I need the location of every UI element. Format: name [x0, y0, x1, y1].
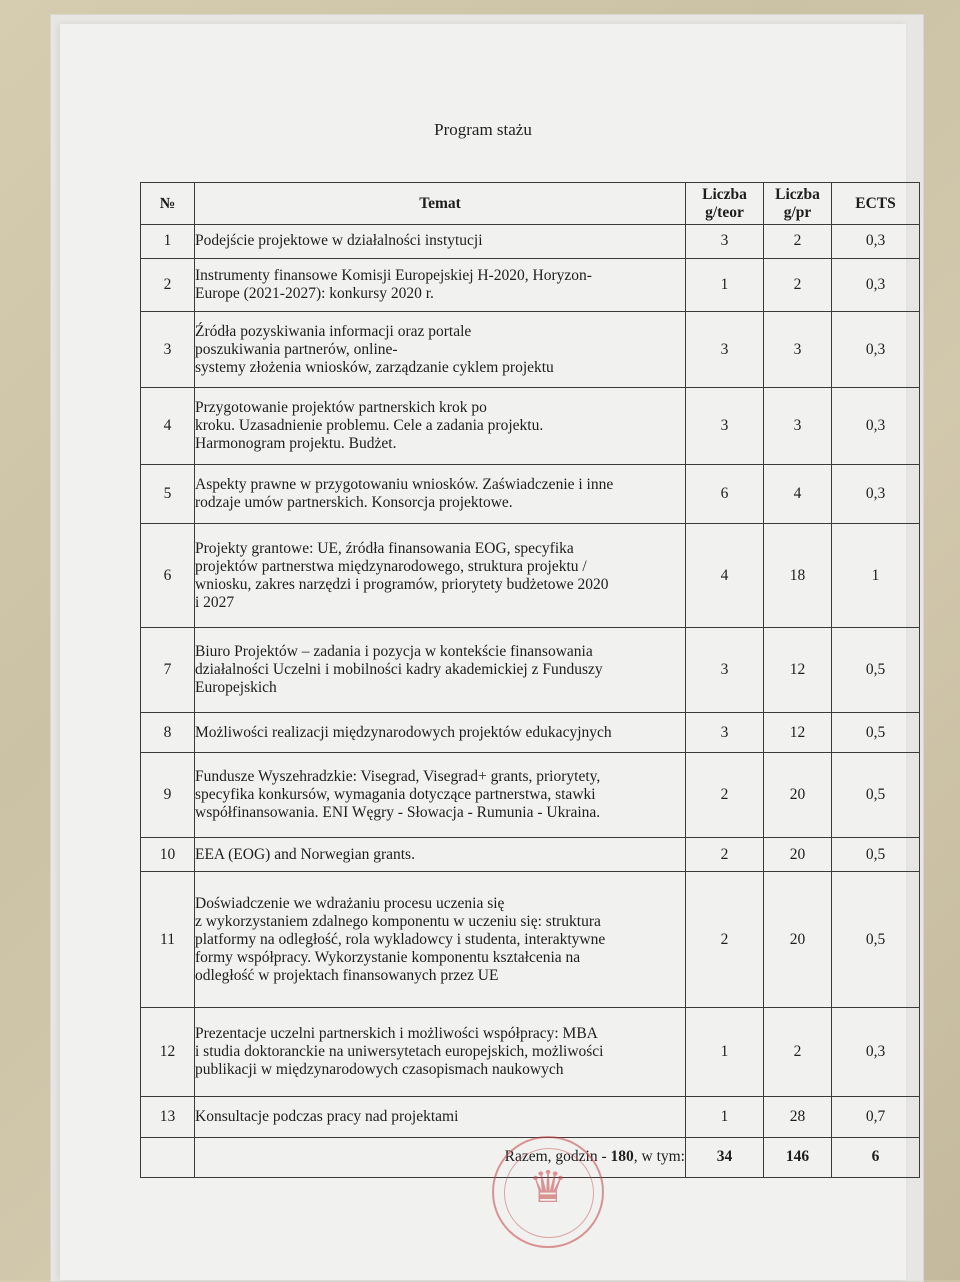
row-topic	[195, 628, 686, 713]
row-ects: 0,3	[832, 464, 920, 523]
program-table	[140, 182, 920, 1178]
topic-line: platformy na odległość, rola wykladowcy i studenta, interaktywne	[195, 930, 606, 948]
row-number: 10	[141, 838, 195, 872]
row-ects: 0,5	[832, 628, 920, 713]
topic-line: Prezentacje uczelni partnerskich i możliwości współpracy: MBA	[195, 1025, 598, 1043]
table-header-row	[141, 183, 920, 225]
total-practice-hours: 146	[764, 1137, 832, 1177]
topic-line: z wykorzystaniem zdalnego komponentu w uczeniu się: struktura	[195, 912, 601, 930]
page-title: Program stażu	[434, 120, 532, 139]
table-row	[141, 872, 920, 1008]
row-ects: 0,5	[832, 838, 920, 872]
row-topic	[195, 388, 686, 464]
table-row	[141, 1008, 920, 1097]
row-theory-hours: 3	[686, 628, 764, 713]
row-ects: 1	[832, 524, 920, 628]
row-theory-hours: 3	[686, 713, 764, 753]
row-theory-hours: 2	[686, 872, 764, 1008]
header-practice-hours	[764, 183, 832, 225]
row-practice-hours: 28	[764, 1097, 832, 1137]
topic-line: Źródła pozyskiwania informacji oraz portale	[195, 322, 472, 340]
total-theory-hours: 34	[686, 1137, 764, 1177]
row-number: 4	[141, 388, 195, 464]
topic-line: Doświadczenie we wdrażaniu procesu uczenia się	[195, 894, 505, 912]
institution-stamp	[492, 1136, 604, 1248]
topic-line: Fundusze Wyszehradzkie: Visegrad, Visegrad+ grants, priorytety,	[195, 768, 601, 786]
topic-line: publikacji w międzynarodowych czasopismach naukowych	[195, 1061, 564, 1079]
header-theory-line1: Liczba	[702, 185, 747, 203]
table-row	[141, 713, 920, 753]
row-number: 7	[141, 628, 195, 713]
table-row	[141, 464, 920, 523]
topic-line: Biuro Projektów – zadania i pozycja w kontekście finansowania	[195, 643, 593, 661]
topic-line: rodzaje umów partnerskich. Konsorcja projektowe.	[195, 494, 513, 512]
table-row	[141, 524, 920, 628]
row-number: 2	[141, 258, 195, 311]
topic-line: Możliwości realizacji międzynarodowych projektów edukacyjnych	[195, 723, 612, 741]
row-practice-hours: 2	[764, 225, 832, 259]
row-ects: 0,3	[832, 388, 920, 464]
topic-line: Konsultacje podczas pracy nad projektami	[195, 1107, 459, 1125]
row-practice-hours: 2	[764, 1008, 832, 1097]
row-number: 3	[141, 312, 195, 388]
topic-line: odległość w projektach finansowanych przez UE	[195, 966, 499, 984]
row-number: 11	[141, 872, 195, 1008]
row-ects: 0,5	[832, 713, 920, 753]
row-number: 8	[141, 713, 195, 753]
topic-line: Harmonogram projektu. Budżet.	[195, 435, 397, 453]
row-practice-hours: 20	[764, 838, 832, 872]
total-empty-cell	[141, 1137, 195, 1177]
row-topic	[195, 1008, 686, 1097]
row-ects: 0,5	[832, 753, 920, 838]
row-topic	[195, 464, 686, 523]
row-practice-hours: 12	[764, 628, 832, 713]
row-topic	[195, 753, 686, 838]
topic-line: EEA (EOG) and Norwegian grants.	[195, 845, 415, 863]
table-row	[141, 388, 920, 464]
topic-line: Aspekty prawne w przygotowaniu wniosków. Zaświadczenie i inne	[195, 476, 614, 494]
total-ects: 6	[832, 1137, 920, 1177]
row-theory-hours: 2	[686, 753, 764, 838]
row-theory-hours: 3	[686, 225, 764, 259]
header-theory-line2: g/teor	[705, 203, 744, 221]
row-ects: 0,7	[832, 1097, 920, 1137]
row-number: 6	[141, 524, 195, 628]
header-theory-hours	[686, 183, 764, 225]
topic-line: wniosku, zakres narzędzi i programów, priorytety budżetowe 2020	[195, 575, 609, 593]
total-label-suffix: , w tym:	[633, 1148, 685, 1166]
topic-line: i 2027	[195, 593, 235, 611]
eagle-emblem-icon: ♛	[528, 1163, 568, 1212]
row-theory-hours: 1	[686, 1097, 764, 1137]
topic-line: Przygotowanie projektów partnerskich krok po	[195, 399, 487, 417]
topic-line: Europejskich	[195, 679, 277, 697]
total-hours: 180	[610, 1148, 634, 1166]
topic-line: projektów partnerstwa międzynarodowego, struktura projektu /	[195, 557, 587, 575]
row-number: 13	[141, 1097, 195, 1137]
row-topic	[195, 524, 686, 628]
row-topic	[195, 713, 686, 753]
row-theory-hours: 3	[686, 388, 764, 464]
row-practice-hours: 2	[764, 258, 832, 311]
row-ects: 0,3	[832, 312, 920, 388]
header-practice-line2: g/pr	[783, 203, 812, 221]
total-label	[195, 1137, 686, 1177]
row-theory-hours: 1	[686, 1008, 764, 1097]
row-practice-hours: 4	[764, 464, 832, 523]
topic-line: Europe (2021-2027): konkursy 2020 r.	[195, 284, 434, 302]
row-number: 9	[141, 753, 195, 838]
topic-line: formy współpracy. Wykorzystanie komponentu kształcenia na	[195, 948, 581, 966]
row-topic	[195, 1097, 686, 1137]
topic-line: kroku. Uzasadnienie problemu. Cele a zadania projektu.	[195, 417, 544, 435]
header-practice-line1: Liczba	[775, 185, 820, 203]
row-theory-hours: 1	[686, 258, 764, 311]
topic-line: systemy złożenia wniosków, zarządzanie cyklem projektu	[195, 358, 554, 376]
row-number: 12	[141, 1008, 195, 1097]
table-row	[141, 838, 920, 872]
row-practice-hours: 18	[764, 524, 832, 628]
table-row	[141, 1097, 920, 1137]
row-theory-hours: 3	[686, 312, 764, 388]
row-ects: 0,5	[832, 872, 920, 1008]
row-number: 1	[141, 225, 195, 259]
topic-line: poszukiwania partnerów, online-	[195, 340, 398, 358]
row-practice-hours: 20	[764, 753, 832, 838]
topic-line: specyfika konkursów, wymagania dotyczące partnerstwa, stawki	[195, 786, 596, 804]
row-theory-hours: 4	[686, 524, 764, 628]
topic-line: Instrumenty finansowe Komisji Europejskiej H-2020, Horyzon-	[195, 266, 592, 284]
row-practice-hours: 3	[764, 388, 832, 464]
row-practice-hours: 20	[764, 872, 832, 1008]
topic-line: Projekty grantowe: UE, źródła finansowania EOG, specyfika	[195, 539, 574, 557]
row-topic	[195, 258, 686, 311]
table-row	[141, 753, 920, 838]
row-ects: 0,3	[832, 225, 920, 259]
row-practice-hours: 3	[764, 312, 832, 388]
header-number: №	[141, 183, 195, 225]
header-ects: ECTS	[832, 183, 920, 225]
row-topic	[195, 312, 686, 388]
row-number: 5	[141, 464, 195, 523]
topic-line: działalności Uczelni i mobilności kadry akademickiej z Funduszy	[195, 661, 603, 679]
row-ects: 0,3	[832, 1008, 920, 1097]
topic-line: współfinansowania. ENI Węgry - Słowacja - Rumunia - Ukraina.	[195, 804, 601, 822]
header-topic: Temat	[195, 183, 686, 225]
row-theory-hours: 2	[686, 838, 764, 872]
row-topic	[195, 872, 686, 1008]
table-row	[141, 628, 920, 713]
row-topic	[195, 225, 686, 259]
table-row	[141, 312, 920, 388]
document-page	[60, 24, 906, 1280]
topic-line: Podejście projektowe w działalności instytucji	[195, 232, 483, 250]
row-theory-hours: 6	[686, 464, 764, 523]
table-row	[141, 225, 920, 259]
total-label-prefix: Razem, godzin -	[504, 1148, 611, 1166]
row-practice-hours: 12	[764, 713, 832, 753]
row-ects: 0,3	[832, 258, 920, 311]
row-topic	[195, 838, 686, 872]
table-row	[141, 258, 920, 311]
topic-line: i studia doktoranckie na uniwersytetach europejskich, możliwości	[195, 1043, 604, 1061]
